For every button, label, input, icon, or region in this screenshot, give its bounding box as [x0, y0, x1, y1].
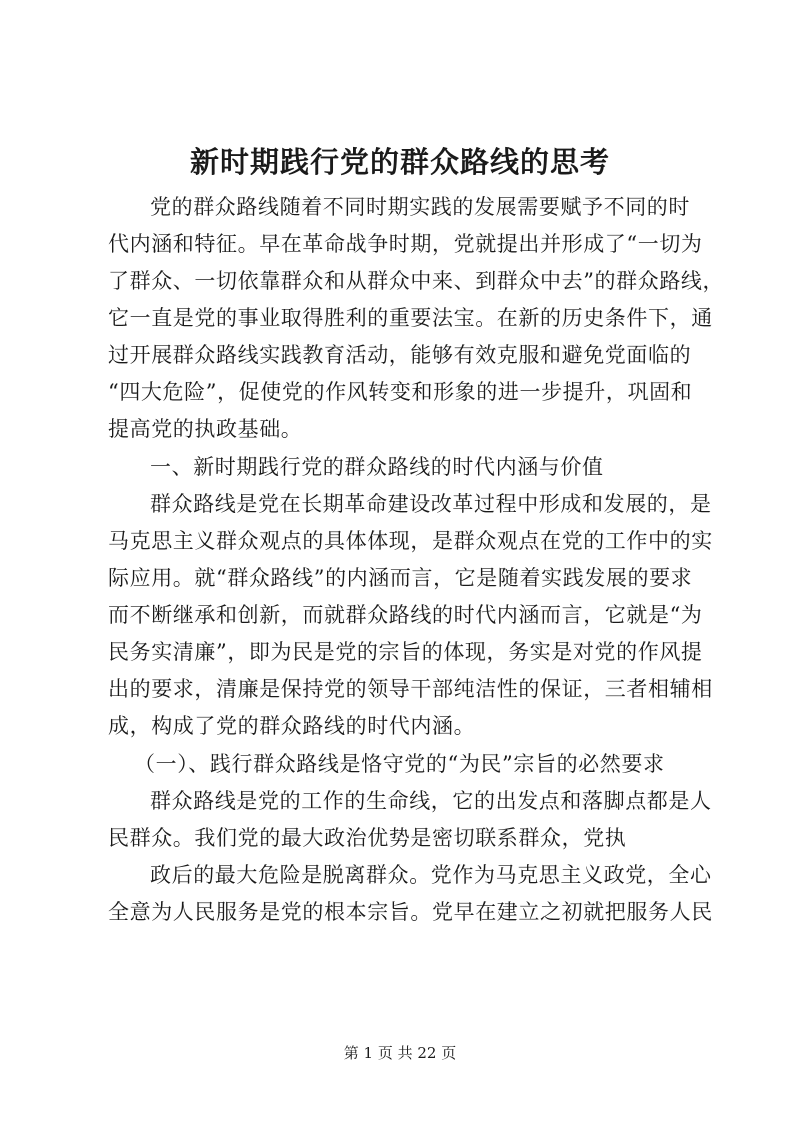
paragraph-line: 马克思主义群众观点的具体体现，是群众观点在党的工作中的实: [108, 529, 713, 553]
paragraph-line: 群众路线是党在长期革命建设改革过程中形成和发展的，是: [150, 492, 712, 516]
paragraph-line: 而不断继承和创新，而就群众路线的时代内涵而言，它就是“为: [108, 603, 703, 627]
paragraph-line: 民务实清廉”，即为民是党的宗旨的体现，务实是对党的作风提: [108, 640, 703, 664]
paragraph-line: 出的要求，清廉是保持党的领导干部纯洁性的保证，三者相辅相: [108, 677, 713, 701]
paragraph-line: 它一直是党的事业取得胜利的重要法宝。在新的历史条件下，通: [108, 306, 713, 330]
paragraph-line: 际应用。就“群众路线”的内涵而言，它是随着实践发展的要求: [108, 566, 693, 590]
paragraph-line: 民群众。我们党的最大政治优势是密切联系群众，党执: [108, 826, 627, 850]
paragraph-line: 成，构成了党的群众路线的时代内涵。: [108, 714, 476, 738]
subsection-heading: （一）、践行群众路线是恪守党的“为民”宗旨的必然要求: [134, 752, 665, 776]
paragraph-line: 政后的最大危险是脱离群众。党作为马克思主义政党，全心: [150, 863, 712, 887]
section-heading: 一、新时期践行党的群众路线的时代内涵与价值: [150, 455, 604, 479]
paragraph-line: 全意为人民服务是党的根本宗旨。党早在建立之初就把服务人民: [108, 900, 713, 924]
paragraph-line: 提高党的执政基础。: [108, 417, 303, 441]
paragraph-line: 党的群众路线随着不同时期实践的发展需要赋予不同的时: [150, 195, 690, 219]
paragraph-line: 了群众、一切依靠群众和从群众中来、到群众中去”的群众路线，: [108, 269, 725, 293]
paragraph-line: 群众路线是党的工作的生命线，它的出发点和落脚点都是人: [150, 789, 712, 813]
paragraph-line: 过开展群众路线实践教育活动，能够有效克服和避免党面临的: [108, 343, 692, 367]
paragraph-line: 代内涵和特征。早在革命战争时期，党就提出并形成了“一切为: [108, 232, 703, 256]
page-footer: 第 1 页 共 22 页: [343, 1044, 457, 1062]
document-title: 新时期践行党的群众路线的思考: [189, 145, 610, 179]
paragraph-line: “四大危险”，促使党的作风转变和形象的进一步提升，巩固和: [108, 380, 693, 404]
